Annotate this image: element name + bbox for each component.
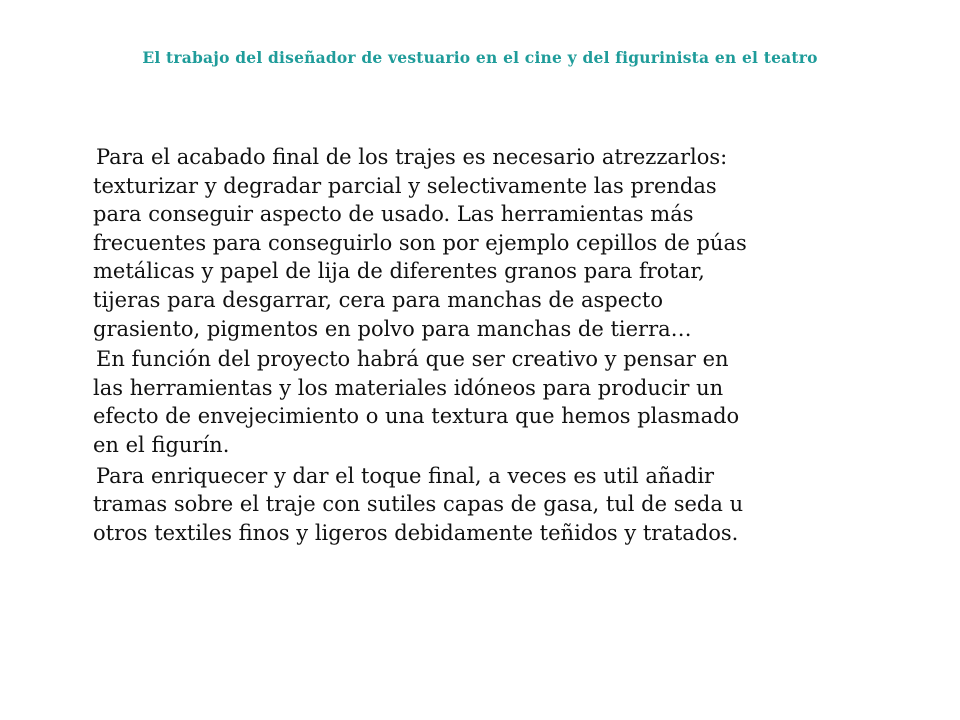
slide-title: El trabajo del diseñador de vestuario en el cine y del figurinista en el teatro (142, 48, 818, 67)
paragraph-line: metálicas y papel de lija de diferentes granos para frotar, (93, 259, 705, 284)
paragraph-line: En función del proyecto habrá que ser creativo y pensar en (96, 347, 729, 372)
paragraph-line: tijeras para desgarrar, cera para manchas de aspecto (93, 287, 663, 312)
paragraph-line: otros textiles finos y ligeros debidamente teñidos y tratados. (93, 520, 739, 545)
paragraph-line: frecuentes para conseguirlo son por ejemplo cepillos de púas (93, 230, 747, 255)
paragraph-line: Para el acabado final de los trajes es necesario atrezzarlos: (96, 145, 728, 169)
paragraph-2 (90, 345, 920, 459)
paragraph-line: texturizar y degradar parcial y selectivamente las prendas (93, 173, 717, 198)
paragraph-line: efecto de envejecimiento o una textura que hemos plasmado (93, 404, 740, 429)
paragraph-3 (90, 462, 920, 548)
paragraph-line: grasiento, pigmentos en polvo para manchas de tierra… (93, 316, 692, 341)
paragraph-1 (90, 143, 920, 343)
paragraph-line: tramas sobre el traje con sutiles capas de gasa, tul de seda u (93, 492, 744, 517)
paragraph-line: las herramientas y los materiales idóneos para producir un (93, 375, 724, 400)
slide-body (90, 143, 920, 549)
paragraph-line: Para enriquecer y dar el toque final, a veces es util añadir (96, 463, 715, 488)
paragraph-line: en el figurín. (93, 432, 230, 457)
paragraph-line: para conseguir aspecto de usado. Las herramientas más (93, 202, 694, 227)
